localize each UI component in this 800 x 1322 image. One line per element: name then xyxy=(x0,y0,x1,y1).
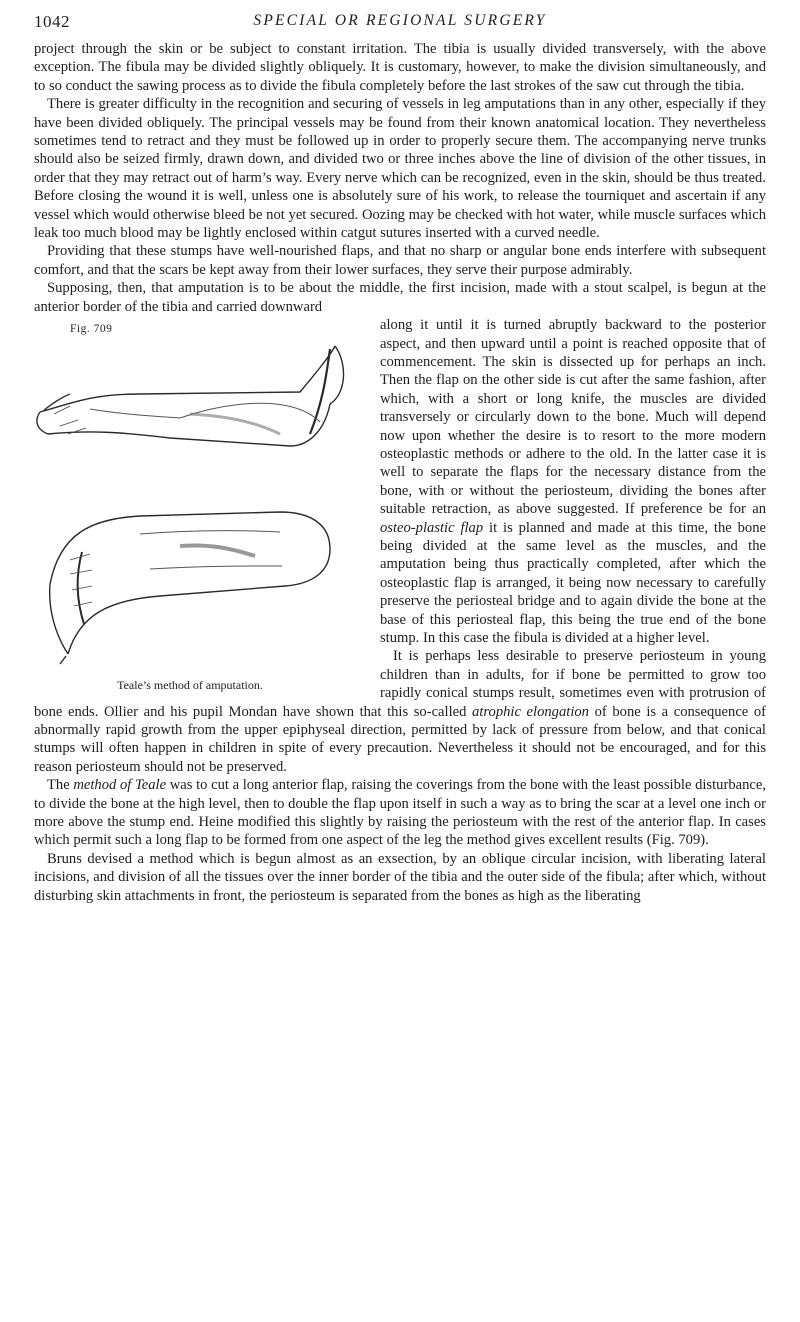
figure-caption: Teale’s method of amputation. xyxy=(117,678,263,693)
term-osteoplastic-flap: osteo-plastic flap xyxy=(380,519,484,536)
upper-leg-drawing xyxy=(37,346,344,446)
paragraph-6-pre: The xyxy=(47,777,70,794)
page-number: 1042 xyxy=(34,12,70,31)
paragraph-4-wrap: along it until it is turned abruptly backward to the posterior aspect, and then upward until a point is reached opposite that of commencement. The skin is dissected up for perhaps an inch. Then the flap on the other side is cut after the same fashion, after which, with a short or long knife, the muscles are divided transversely or circularly down to the bone. Much will depend now upon whether the desire is to resort to the more modern osteoplastic methods or adhere to the old. In the latter case it is well to separate the flaps for the necessary distance from the bone, with or without the periosteum, dividing the bones after suitable retraction, as above suggested. If preference be for an xyxy=(380,317,766,518)
figure-709 xyxy=(30,316,360,698)
paragraph-6-b: was to cut a long anterior flap, raising the coverings from the bone with the least possible disturbance, to divide the bone at the high level, then to double the flap upon itself in such a way as to bring the scar at a level one inch or more above the stump end. Heine modified this slightly by raising the periosteum with the rest of the anterior flap. In cases which permit such a long flap to be formed from one aspect of the leg the method gives excellent results (Fig. 709). xyxy=(34,777,766,849)
body-text xyxy=(34,40,766,905)
paragraph-5-a: It is perhaps less desirable to preserve periosteum in young children than in adults, for if bone be permitted to grow too rapidly conical stumps result, sometimes even with protrusion of bone ends. Ollier and his pupil Mondan have shown that this so-called xyxy=(34,648,766,720)
paragraph-3: Providing that these stumps have well-nourished flaps, and that no sharp or angular bone ends interfere with subsequent comfort, and that the scars be kept away from their lower surfaces, they serve their purpose admirably. xyxy=(34,243,766,278)
teale-amputation-illustration xyxy=(30,334,350,674)
term-method-of-teale: method of Teale xyxy=(73,777,167,794)
paragraph-4-tail: it is planned and made at this time, the bone being divided at the same level as the muscles, and the amputation being thus practically completed, after which the osteoplastic flap is arranged, it being now necessary to carefully preserve the periosteal bridge and to again divide the bone at the base of this periosteal flap, this being the true end of the bone stump. In this case the fibula is divided at a higher level. xyxy=(380,519,766,646)
paragraph-1: project through the skin or be subject to constant irritation. The tibia is usually divided transversely, with the above exception. The fibula may be divided slightly obliquely. It is customary, however, to make the division simultaneously, and to so conduct the sawing process as to divide the fibula completely before the last strokes of the saw cut through the tibia. xyxy=(34,41,766,94)
paragraph-5-b: of bone is a consequence of abnormally rapid growth from the upper epiphyseal direction, permitted by lack of pressure from below, and that conical stumps will often happen in children in spite of every precaution. Nevertheless it should not be encouraged, and for this reason periosteum should not be preserved. xyxy=(34,703,767,775)
paragraph-2: There is greater difficulty in the recognition and securing of vessels in leg amputations than in any other, especially if they have been divided obliquely. The principal vessels may be found from their known anatomical location. They nevertheless sometimes tend to retract and they must be followed up in order to properly secure them. The accompanying nerve trunks should also be seized firmly, drawn down, and divided two or three inches above the line of division of the other tissues, in order that they may retract out of harm’s way. Every nerve which can be recognized, even in the skin, should be thus treated. Before closing the wound it is well, unless one is absolutely sure of his work, to release the tourniquet and ascertain if any vessel which would otherwise bleed be not yet secured. Oozing may be checked with hot water, while muscle surfaces which leak too much blood may be lightly enclosed within catgut sutures inserted with a curved needle. xyxy=(34,96,766,242)
paragraph-4-lead: Supposing, then, that amputation is to be about the middle, the first incision, made with a stout scalpel, is begun at the anterior border of the tibia and carried downward xyxy=(34,280,766,315)
lower-leg-drawing xyxy=(50,512,330,664)
page-header xyxy=(34,12,766,36)
figure-label: Fig. 709 xyxy=(70,323,113,336)
paragraph-6 xyxy=(34,776,766,850)
term-atrophic-elongation: atrophic elongation xyxy=(472,703,589,720)
paragraph-7: Bruns devised a method which is begun almost as an exsection, by an oblique circular incision, with liberating lateral incisions, and division of all the tissues over the inner border of the tibia and the outer side of the fibula; after which, without disturbing skin attachments in front, the periosteum is separated from the bones as high as the liberating xyxy=(34,850,766,904)
running-head: SPECIAL OR REGIONAL SURGERY xyxy=(253,12,547,29)
